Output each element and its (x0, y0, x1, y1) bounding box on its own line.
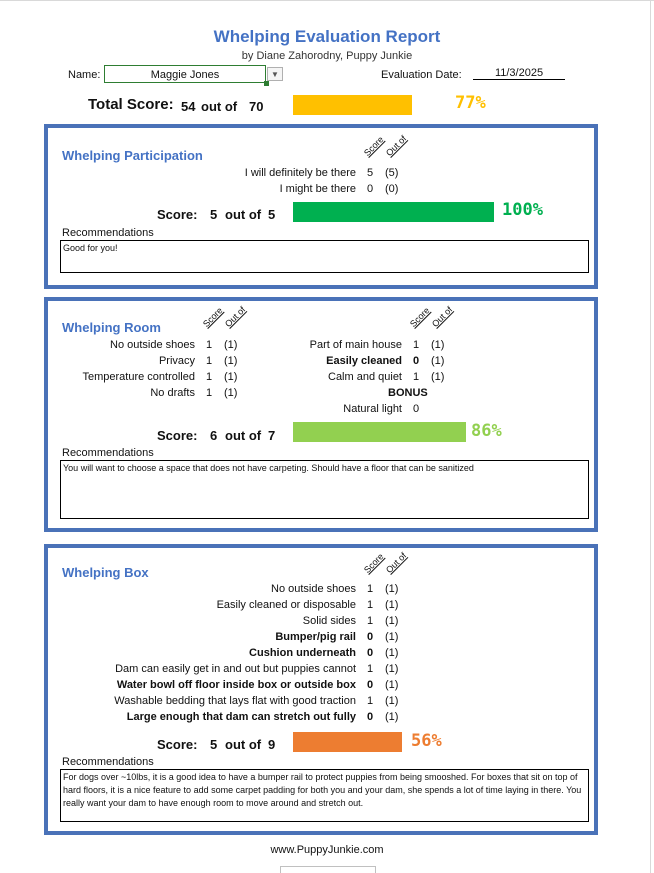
chevron-down-icon: ▼ (271, 70, 279, 79)
sheet-gridline-right (650, 0, 651, 873)
box-score-label: Score: (157, 737, 198, 752)
room-bonus-row-label: Natural light (343, 403, 402, 415)
room-row-label: Easily cleaned (326, 355, 402, 367)
room-row-max: (1) (224, 355, 238, 367)
box-row-score[interactable]: 1 (366, 695, 374, 707)
room-row-max: (1) (431, 339, 445, 351)
room-row-label: Calm and quiet (328, 371, 402, 383)
room-row-label: Part of main house (309, 339, 402, 351)
box-progress-bar (293, 732, 402, 752)
room-row-score[interactable]: 0 (412, 355, 420, 367)
room-row-label: Privacy (158, 355, 195, 367)
name-input[interactable]: Maggie Jones (104, 65, 266, 83)
room-score-label: Score: (157, 428, 198, 443)
total-score-value: 54 (181, 99, 196, 114)
box-row-label: Water bowl off floor inside box or outside box (116, 679, 356, 691)
box-row-score[interactable]: 0 (366, 679, 374, 691)
box-row-max: (1) (385, 583, 399, 595)
score-column-header: Score (361, 134, 386, 158)
participation-score-value: 5 (210, 207, 218, 222)
sheet-gridline-top (0, 0, 654, 1)
room-row-score[interactable]: 1 (205, 339, 213, 351)
participation-percent: 100% (502, 200, 543, 220)
box-row-label: Solid sides (302, 615, 356, 627)
participation-title: Whelping Participation (62, 148, 203, 163)
box-row-score[interactable]: 1 (366, 599, 374, 611)
box-row-label: Large enough that dam can stretch out fully (126, 711, 356, 723)
room-row-max: (1) (431, 355, 445, 367)
score-column-header: Score (200, 305, 225, 329)
box-row-max: (1) (385, 663, 399, 675)
room-rec-label: Recommendations (62, 447, 154, 459)
box-rec-textbox[interactable]: For dogs over ~10lbs, it is a good idea to have a bumper rail to protect puppies from being smooshed. For boxes that sit on top of hard floors, it is a nice feature to add some carpet padding for both you and your dam, she spends a lot of time laying in there. You really want your dam to have enough room to move around and stretch out. (60, 769, 589, 822)
date-field[interactable]: 11/3/2025 (473, 67, 565, 80)
report-subtitle: by Diane Zahorodny, Puppy Junkie (241, 50, 413, 62)
room-progress-bar (293, 422, 466, 442)
room-row-max: (1) (224, 387, 238, 399)
box-row-score[interactable]: 1 (366, 615, 374, 627)
box-row-score[interactable]: 1 (366, 583, 374, 595)
participation-rec-textbox[interactable]: Good for you! (60, 240, 589, 273)
total-progress-bar (293, 95, 412, 115)
report-title: Whelping Evaluation Report (213, 27, 441, 46)
box-row-max: (1) (385, 631, 399, 643)
box-row-score[interactable]: 0 (366, 647, 374, 659)
box-row-score[interactable]: 0 (366, 711, 374, 723)
box-row-label: Washable bedding that lays flat with good traction (114, 695, 356, 707)
outof-column-header: Out of (383, 550, 409, 575)
box-row-max: (1) (385, 695, 399, 707)
outof-column-header: Out of (383, 133, 409, 158)
box-row-label: Easily cleaned or disposable (216, 599, 356, 611)
room-row-score[interactable]: 1 (205, 371, 213, 383)
footer-url[interactable]: www.PuppyJunkie.com (270, 844, 384, 856)
participation-max-value: 5 (268, 207, 276, 222)
room-row-max: (1) (224, 371, 238, 383)
room-row-score[interactable]: 1 (205, 387, 213, 399)
box-row-max: (1) (385, 599, 399, 611)
cell-fill-handle[interactable] (264, 81, 269, 86)
room-row-score[interactable]: 1 (205, 355, 213, 367)
box-percent: 56% (411, 731, 442, 751)
outof-column-header: Out of (222, 304, 248, 329)
box-rec-label: Recommendations (62, 756, 154, 768)
box-title: Whelping Box (62, 565, 149, 580)
box-row-max: (1) (385, 647, 399, 659)
box-row-label: No outside shoes (271, 583, 356, 595)
participation-row-score[interactable]: 5 (366, 167, 374, 179)
room-row-score[interactable]: 1 (412, 371, 420, 383)
total-out-of-label: out of (201, 99, 238, 114)
participation-row-max: (0) (385, 183, 399, 195)
room-max-value: 7 (268, 428, 276, 443)
box-row-label: Cushion underneath (249, 647, 356, 659)
score-column-header: Score (361, 551, 386, 575)
box-row-label: Bumper/pig rail (275, 631, 356, 643)
outof-column-header: Out of (429, 304, 455, 329)
room-bonus-label: BONUS (388, 387, 428, 399)
box-score-value: 5 (210, 737, 218, 752)
name-label: Name: (68, 69, 101, 81)
room-rec-textbox[interactable]: You will want to choose a space that does not have carpeting. Should have a floor that can be sanitized (60, 460, 589, 519)
participation-progress-bar (293, 202, 494, 222)
box-row-max: (1) (385, 679, 399, 691)
room-percent: 86% (471, 421, 502, 441)
box-row-label: Dam can easily get in and out but puppies cannot (115, 663, 356, 675)
room-row-label: No drafts (150, 387, 195, 399)
participation-row-score[interactable]: 0 (366, 183, 374, 195)
box-row-max: (1) (385, 711, 399, 723)
room-title: Whelping Room (62, 320, 161, 335)
room-row-max: (1) (224, 339, 238, 351)
date-label: Evaluation Date: (381, 69, 462, 81)
total-score-label: Total Score: (88, 96, 174, 113)
box-row-score[interactable]: 0 (366, 631, 374, 643)
room-score-value: 6 (210, 428, 218, 443)
room-row-score[interactable]: 1 (412, 339, 420, 351)
room-out-of-label: out of (225, 428, 262, 443)
total-percent: 77% (455, 93, 486, 113)
total-max-value: 70 (249, 99, 264, 114)
box-out-of-label: out of (225, 737, 262, 752)
participation-row-label: I will definitely be there (244, 167, 356, 179)
name-dropdown-button[interactable] (267, 67, 283, 81)
participation-row-label: I might be there (279, 183, 356, 195)
participation-rec-label: Recommendations (62, 227, 154, 239)
box-row-max: (1) (385, 615, 399, 627)
participation-row-max: (5) (385, 167, 399, 179)
participation-score-label: Score: (157, 207, 198, 222)
box-row-score[interactable]: 1 (366, 663, 374, 675)
room-row-max: (1) (431, 371, 445, 383)
room-row-label: No outside shoes (110, 339, 195, 351)
participation-out-of-label: out of (225, 207, 262, 222)
score-column-header: Score (407, 305, 432, 329)
box-max-value: 9 (268, 737, 276, 752)
room-bonus-row-score[interactable]: 0 (412, 403, 420, 415)
sheet-tab-edge (280, 866, 376, 873)
room-row-label: Temperature controlled (82, 371, 195, 383)
